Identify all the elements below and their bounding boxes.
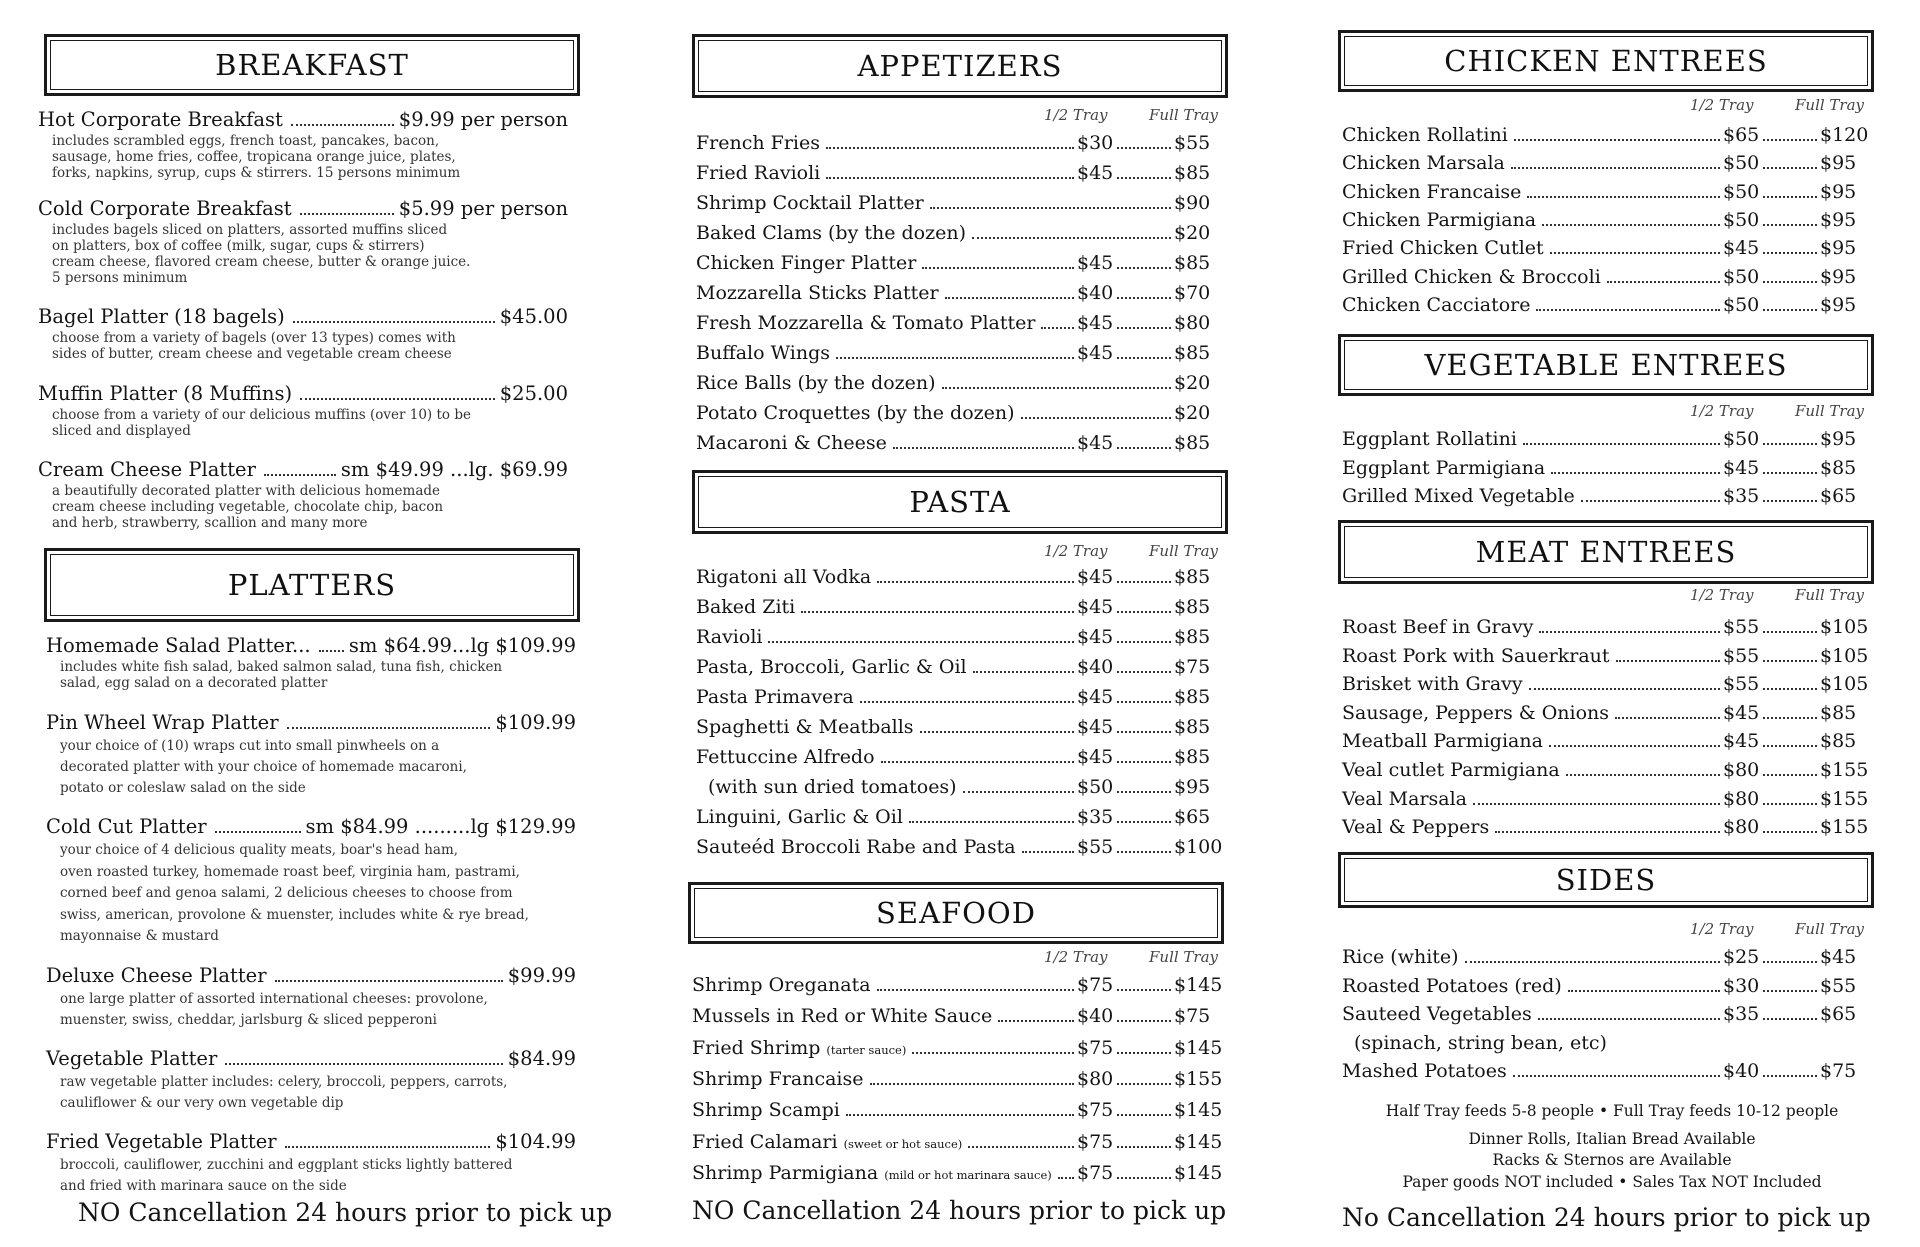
item-name: Roasted Potatoes (red) <box>1342 974 1562 997</box>
item-name: Chicken Finger Platter <box>696 252 917 274</box>
half-tray-label: 1/2 Tray <box>1690 96 1754 114</box>
tray-info: Half Tray feeds 5-8 people • Full Tray feeds 10-12 people <box>1385 1102 1839 1120</box>
item-price: sm $84.99 .........lg $129.99 <box>305 815 576 838</box>
item-name: Eggplant Parmigiana <box>1342 456 1546 479</box>
item-description: broccoli, cauliflower, zucchini and eggplant sticks lightly battered and fried with marinara sauce on the side <box>60 1157 513 1194</box>
menu-row <box>1342 1060 1868 1082</box>
item-name: Sausage, Peppers & Onions <box>1342 701 1610 724</box>
item-name: Baked Ziti <box>696 596 796 618</box>
half-tray-price: $45 <box>1723 730 1760 753</box>
half-tray-price: $45 <box>1723 456 1760 479</box>
chicken-title: CHICKEN ENTREES <box>1444 44 1768 78</box>
item-name: Buffalo Wings <box>696 342 831 364</box>
half-tray-price: $80 <box>1077 1067 1114 1090</box>
half-tray-price: $50 <box>1723 428 1760 450</box>
breakfast-title: BREAKFAST <box>215 48 409 82</box>
menu-row <box>692 1037 1222 1059</box>
full-tray-price: $145 <box>1174 1130 1223 1153</box>
item-name: Linguini, Garlic & Oil <box>696 806 903 828</box>
full-tray-price: $85 <box>1174 716 1211 738</box>
full-tray-price: $75 <box>1174 1005 1211 1028</box>
item-note: (mild or hot marinara sauce) <box>884 1167 1052 1182</box>
full-tray-price: $20 <box>1174 222 1211 244</box>
item-price: sm $64.99...lg $109.99 <box>348 634 576 657</box>
item-price: $99.99 <box>507 964 576 987</box>
half-tray-price: $75 <box>1077 974 1114 996</box>
menu-row <box>1342 702 1868 724</box>
half-tray-price: $30 <box>1723 974 1760 997</box>
full-tray-price: $145 <box>1174 1161 1223 1184</box>
half-tray-price: $40 <box>1077 656 1114 678</box>
half-tray-price: $45 <box>1077 162 1114 184</box>
half-tray-price: $80 <box>1723 787 1760 810</box>
item-price: $5.99 per person <box>398 197 568 220</box>
full-tray-price: $85 <box>1174 252 1211 274</box>
chicken-header <box>1338 30 1874 92</box>
full-tray-price: $75 <box>1174 656 1211 678</box>
half-tray-price: $45 <box>1077 566 1114 588</box>
full-tray-label: Full Tray <box>1795 586 1865 604</box>
item-name: Grilled Chicken & Broccoli <box>1342 265 1601 288</box>
item-name: Shrimp Francaise <box>692 1067 864 1090</box>
full-tray-price: $85 <box>1174 596 1211 618</box>
item-name: French Fries <box>696 132 821 154</box>
item-name: Hot Corporate Breakfast <box>38 108 283 131</box>
menu-row <box>1342 124 1868 146</box>
item-name: Eggplant Rollatini <box>1342 428 1517 450</box>
item-name: Brisket with Gravy <box>1342 673 1523 696</box>
full-tray-price: $95 <box>1820 428 1857 450</box>
item-description: your choice of (10) wraps cut into small pinwheels on a decorated platter with your choice of homemade macaroni, potato or coleslaw salad on the side <box>60 738 467 796</box>
sides-title: SIDES <box>1555 863 1657 897</box>
platter-item <box>46 1047 576 1114</box>
item-name: Cold Corporate Breakfast <box>38 197 292 220</box>
platter-item <box>46 1130 576 1197</box>
platter-item <box>46 634 576 691</box>
item-name: Pasta, Broccoli, Garlic & Oil <box>696 656 967 678</box>
item-name: Muffin Platter (8 Muffins) <box>38 382 293 405</box>
item-name: Cold Cut Platter <box>46 815 207 838</box>
item-name: Baked Clams (by the dozen) <box>696 222 967 244</box>
menu-row <box>692 1162 1222 1184</box>
full-tray-price: $145 <box>1174 1036 1223 1059</box>
item-name: Chicken Cacciatore <box>1342 293 1531 316</box>
half-tray-price: $45 <box>1723 237 1760 260</box>
full-tray-price: $95 <box>1820 265 1857 288</box>
item-name: Roast Beef in Gravy <box>1342 616 1534 638</box>
menu-row <box>696 686 1222 708</box>
full-tray-label: Full Tray <box>1795 96 1865 114</box>
menu-row <box>696 432 1222 454</box>
half-tray-label: 1/2 Tray <box>1690 402 1754 420</box>
item-name: Shrimp Parmigiana <box>692 1161 879 1184</box>
item-name: Chicken Francaise <box>1342 180 1522 203</box>
item-price: $9.99 per person <box>398 108 568 131</box>
menu-row <box>696 162 1222 184</box>
item-name: Macaroni & Cheese <box>696 432 887 454</box>
half-tray-price: $35 <box>1723 485 1760 507</box>
platters-title: PLATTERS <box>227 568 397 602</box>
full-tray-label: Full Tray <box>1149 948 1219 966</box>
half-tray-price: $40 <box>1077 1005 1114 1028</box>
half-tray-price: $45 <box>1077 432 1114 454</box>
item-name: Veal Marsala <box>1342 787 1468 810</box>
full-tray-price: $105 <box>1820 616 1869 638</box>
menu-row <box>1342 759 1868 781</box>
item-description: choose from a variety of bagels (over 13 types) comes with sides of butter, cream cheese and vegetable cream cheese <box>52 330 456 362</box>
item-name: Vegetable Platter <box>46 1047 218 1070</box>
menu-row <box>1342 616 1868 638</box>
cancellation-note: No Cancellation 24 hours prior to pick up <box>1342 1203 1871 1232</box>
item-name: Potato Croquettes (by the dozen) <box>696 402 1015 424</box>
full-tray-label: Full Tray <box>1149 542 1219 560</box>
menu-row <box>1342 673 1868 695</box>
menu-row <box>696 372 1222 394</box>
full-tray-price: $100 <box>1174 836 1223 858</box>
half-tray-price: $45 <box>1077 252 1114 274</box>
full-tray-price: $85 <box>1174 626 1211 648</box>
full-tray-price: $105 <box>1820 644 1869 667</box>
item-name: Spaghetti & Meatballs <box>696 716 914 738</box>
full-tray-price: $85 <box>1174 432 1211 454</box>
vegetable-title: VEGETABLE ENTREES <box>1424 348 1788 382</box>
item-name: Sauteed Vegetables <box>1342 1003 1532 1025</box>
platter-item <box>46 964 576 1031</box>
appetizers-title: APPETIZERS <box>857 49 1063 83</box>
menu-row <box>1342 975 1868 997</box>
menu-row <box>1342 294 1868 316</box>
item-name: Pasta Primavera <box>696 686 854 708</box>
item-name: Fried Chicken Cutlet <box>1342 237 1544 260</box>
half-tray-price: $40 <box>1077 282 1114 304</box>
menu-row <box>1342 730 1868 752</box>
pasta-header <box>692 470 1228 534</box>
menu-row <box>692 1005 1222 1027</box>
half-tray-price: $50 <box>1723 208 1760 231</box>
breakfast-item <box>38 305 568 362</box>
full-tray-price: $20 <box>1174 372 1211 394</box>
half-tray-price: $65 <box>1723 124 1760 146</box>
half-tray-price: $25 <box>1723 946 1760 968</box>
half-tray-price: $80 <box>1723 816 1760 839</box>
full-tray-price: $85 <box>1820 730 1857 753</box>
full-tray-price: $95 <box>1820 208 1857 231</box>
item-name: Shrimp Scampi <box>692 1099 840 1122</box>
menu-row <box>696 252 1222 274</box>
pasta-title: PASTA <box>909 485 1011 519</box>
full-tray-price: $80 <box>1174 312 1211 334</box>
item-name: Shrimp Oreganata <box>692 974 871 996</box>
full-tray-price: $120 <box>1820 124 1869 146</box>
menu-row <box>692 974 1222 996</box>
full-tray-label: Full Tray <box>1795 402 1865 420</box>
half-tray-price: $55 <box>1723 616 1760 638</box>
item-price: $45.00 <box>499 305 568 328</box>
item-name: Veal cutlet Parmigiana <box>1342 759 1560 781</box>
item-name: Rice (white) <box>1342 946 1459 968</box>
menu-row <box>692 1099 1222 1121</box>
seafood-header <box>688 882 1224 944</box>
item-name: Rigatoni all Vodka <box>696 566 872 588</box>
full-tray-price: $155 <box>1174 1067 1223 1090</box>
full-tray-price: $95 <box>1820 152 1857 175</box>
menu-row <box>1342 485 1868 507</box>
full-tray-price: $145 <box>1174 1099 1223 1122</box>
menu-row <box>1342 152 1868 174</box>
item-name: Ravioli <box>696 626 763 648</box>
half-tray-price: $45 <box>1077 746 1114 768</box>
full-tray-price: $95 <box>1820 293 1857 316</box>
item-name: Fettuccine Alfredo <box>696 746 875 768</box>
full-tray-price: $105 <box>1820 673 1869 696</box>
menu-row <box>1342 266 1868 288</box>
item-name: Mussels in Red or White Sauce <box>692 1005 993 1028</box>
full-tray-price: $85 <box>1174 566 1211 588</box>
menu-row <box>1342 1032 1868 1054</box>
item-name: Veal & Peppers <box>1342 816 1490 839</box>
appetizers-header <box>692 34 1228 98</box>
item-note: (tarter sauce) <box>826 1042 907 1057</box>
half-tray-label: 1/2 Tray <box>1690 586 1754 604</box>
full-tray-price: $95 <box>1174 776 1211 798</box>
item-name: Chicken Parmigiana <box>1342 208 1537 231</box>
bread-info: Dinner Rolls, Italian Bread Available <box>1468 1130 1756 1148</box>
half-tray-price: $75 <box>1077 1130 1114 1153</box>
full-tray-price: $85 <box>1174 746 1211 768</box>
half-tray-price: $75 <box>1077 1161 1114 1184</box>
cancellation-note: NO Cancellation 24 hours prior to pick up <box>78 1198 613 1227</box>
menu-row <box>1342 428 1868 450</box>
menu-row <box>1342 1003 1868 1025</box>
item-name: Mozzarella Sticks Platter <box>696 282 939 304</box>
cancellation-note: NO Cancellation 24 hours prior to pick up <box>692 1196 1227 1225</box>
half-tray-price: $45 <box>1077 312 1114 334</box>
item-name: Grilled Mixed Vegetable <box>1342 485 1575 507</box>
half-tray-price: $50 <box>1723 293 1760 316</box>
platter-item <box>46 711 576 799</box>
half-tray-label: 1/2 Tray <box>1690 920 1754 938</box>
half-tray-price: $35 <box>1077 806 1114 828</box>
menu-row <box>696 192 1222 214</box>
half-tray-price: $50 <box>1077 776 1114 798</box>
item-description: includes scrambled eggs, french toast, pancakes, bacon, sausage, home fries, coffee, tropicana orange juice, plates, forks, napkins, syrup, cups & stirrers. 15 persons minimum <box>52 133 461 181</box>
item-name: Cream Cheese Platter <box>38 458 256 481</box>
item-name: Homemade Salad Platter... <box>46 634 311 657</box>
item-name: Pin Wheel Wrap Platter <box>46 711 279 734</box>
menu-row <box>1342 788 1868 810</box>
sides-header <box>1338 852 1874 908</box>
item-name: Mashed Potatoes <box>1342 1060 1507 1082</box>
platters-header <box>44 548 580 622</box>
menu-row <box>696 132 1222 154</box>
half-tray-price: $80 <box>1723 759 1760 781</box>
menu-row <box>1342 946 1868 968</box>
half-tray-price: $45 <box>1077 686 1114 708</box>
half-tray-price: $50 <box>1723 265 1760 288</box>
platter-item <box>46 815 576 948</box>
half-tray-price: $50 <box>1723 180 1760 203</box>
full-tray-price: $55 <box>1174 132 1211 154</box>
item-name: Fried Ravioli <box>696 162 821 184</box>
menu-row <box>696 626 1222 648</box>
full-tray-label: Full Tray <box>1149 106 1219 124</box>
item-price: $84.99 <box>507 1047 576 1070</box>
menu-row <box>696 312 1222 334</box>
item-name: (spinach, string bean, etc) <box>1354 1031 1607 1054</box>
item-name: Sauteéd Broccoli Rabe and Pasta <box>696 836 1016 858</box>
menu-row <box>696 806 1222 828</box>
menu-row <box>692 1068 1222 1090</box>
paper-goods-info: Paper goods NOT included • Sales Tax NOT Included <box>1402 1173 1822 1191</box>
item-name: Deluxe Cheese Platter <box>46 964 267 987</box>
item-name: Chicken Rollatini <box>1342 124 1508 146</box>
half-tray-price: $45 <box>1077 342 1114 364</box>
item-description: a beautifully decorated platter with delicious homemade cream cheese including vegetable, chocolate chip, bacon and herb, strawberry, scallion and many more <box>52 483 444 531</box>
menu-row <box>1342 816 1868 838</box>
full-tray-price: $90 <box>1174 192 1211 214</box>
full-tray-label: Full Tray <box>1795 920 1865 938</box>
full-tray-price: $145 <box>1174 974 1223 996</box>
item-name: Fried Calamari <box>692 1130 838 1153</box>
full-tray-price: $75 <box>1820 1060 1857 1082</box>
full-tray-price: $45 <box>1820 946 1857 968</box>
menu-row <box>696 222 1222 244</box>
menu-row <box>1342 209 1868 231</box>
full-tray-price: $85 <box>1174 342 1211 364</box>
full-tray-price: $155 <box>1820 787 1869 810</box>
item-name: Fried Shrimp <box>692 1036 821 1059</box>
menu-row <box>696 402 1222 424</box>
item-name: Bagel Platter (18 bagels) <box>38 305 285 328</box>
menu-row <box>696 716 1222 738</box>
menu-row <box>1342 237 1868 259</box>
item-name: Roast Pork with Sauerkraut <box>1342 644 1610 667</box>
item-name: Shrimp Cocktail Platter <box>696 192 924 214</box>
half-tray-price: $45 <box>1723 701 1760 724</box>
full-tray-price: $85 <box>1174 162 1211 184</box>
full-tray-price: $95 <box>1820 237 1857 260</box>
item-price: sm $49.99 ...lg. $69.99 <box>340 458 568 481</box>
half-tray-price: $35 <box>1723 1003 1760 1025</box>
item-price: $25.00 <box>499 382 568 405</box>
menu-row <box>696 282 1222 304</box>
item-description: your choice of 4 delicious quality meats, boar's head ham, oven roasted turkey, homemade roast beef, virginia ham, pastrami, corned beef and genoa salami, 2 delicious cheeses to choose from swiss, american, provolone & muenster, includes white & rye bread, mayonnaise & mustard <box>60 842 529 944</box>
menu-row <box>696 776 1222 798</box>
full-tray-price: $85 <box>1174 686 1211 708</box>
menu-row <box>696 656 1222 678</box>
meat-header <box>1338 520 1874 584</box>
half-tray-price: $75 <box>1077 1099 1114 1122</box>
breakfast-item <box>38 108 568 181</box>
menu-row <box>1342 181 1868 203</box>
half-tray-price: $55 <box>1723 644 1760 667</box>
breakfast-item <box>38 197 568 286</box>
menu-row <box>1342 457 1868 479</box>
breakfast-header <box>44 34 580 96</box>
meat-title: MEAT ENTREES <box>1475 535 1737 569</box>
item-description: choose from a variety of our delicious muffins (over 10) to be sliced and displayed <box>52 407 471 439</box>
full-tray-price: $95 <box>1820 180 1857 203</box>
menu-row <box>692 1131 1222 1153</box>
full-tray-price: $20 <box>1174 402 1211 424</box>
item-description: includes bagels sliced on platters, assorted muffins sliced on platters, box of coffee (milk, sugar, cups & stirrers) cream cheese, flavored cream cheese, butter & orange juice. 5 persons minimum <box>52 222 471 286</box>
half-tray-price: $45 <box>1077 716 1114 738</box>
menu-row <box>696 836 1222 858</box>
half-tray-price: $75 <box>1077 1036 1114 1059</box>
menu-row <box>1342 645 1868 667</box>
seafood-title: SEAFOOD <box>876 896 1036 930</box>
item-description: raw vegetable platter includes: celery, broccoli, peppers, carrots, cauliflower & our very own vegetable dip <box>60 1074 508 1111</box>
item-description: one large platter of assorted international cheeses: provolone, muenster, swiss, cheddar, jarlsburg & sliced pepperoni <box>60 991 488 1028</box>
full-tray-price: $155 <box>1820 759 1869 781</box>
item-name: (with sun dried tomatoes) <box>708 776 957 798</box>
breakfast-item <box>38 458 568 531</box>
menu-row <box>696 596 1222 618</box>
menu-row <box>696 746 1222 768</box>
item-note: (sweet or hot sauce) <box>843 1136 963 1151</box>
full-tray-price: $155 <box>1820 816 1869 839</box>
menu-row <box>696 566 1222 588</box>
full-tray-price: $85 <box>1820 701 1857 724</box>
half-tray-price: $55 <box>1723 673 1760 696</box>
racks-info: Racks & Sternos are Available <box>1492 1151 1732 1169</box>
half-tray-label: 1/2 Tray <box>1044 948 1108 966</box>
half-tray-label: 1/2 Tray <box>1044 106 1108 124</box>
half-tray-label: 1/2 Tray <box>1044 542 1108 560</box>
item-description: includes white fish salad, baked salmon salad, tuna fish, chicken salad, egg salad on a decorated platter <box>60 659 503 691</box>
item-price: $104.99 <box>495 1130 576 1153</box>
item-name: Fried Vegetable Platter <box>46 1130 277 1153</box>
item-name: Rice Balls (by the dozen) <box>696 372 936 394</box>
full-tray-price: $65 <box>1820 1003 1857 1025</box>
full-tray-price: $55 <box>1820 974 1857 997</box>
half-tray-price: $40 <box>1723 1060 1760 1082</box>
half-tray-price: $30 <box>1077 132 1114 154</box>
full-tray-price: $65 <box>1820 485 1857 507</box>
item-name: Fresh Mozzarella & Tomato Platter <box>696 312 1036 334</box>
half-tray-price: $50 <box>1723 152 1760 175</box>
item-price: $109.99 <box>495 711 576 734</box>
full-tray-price: $85 <box>1820 456 1857 479</box>
half-tray-price: $55 <box>1077 836 1114 858</box>
vegetable-header <box>1338 334 1874 396</box>
menu-row <box>696 342 1222 364</box>
half-tray-price: $45 <box>1077 596 1114 618</box>
item-name: Chicken Marsala <box>1342 152 1505 175</box>
full-tray-price: $70 <box>1174 282 1211 304</box>
breakfast-item <box>38 382 568 439</box>
half-tray-price: $45 <box>1077 626 1114 648</box>
item-name: Meatball Parmigiana <box>1342 730 1543 753</box>
full-tray-price: $65 <box>1174 806 1211 828</box>
